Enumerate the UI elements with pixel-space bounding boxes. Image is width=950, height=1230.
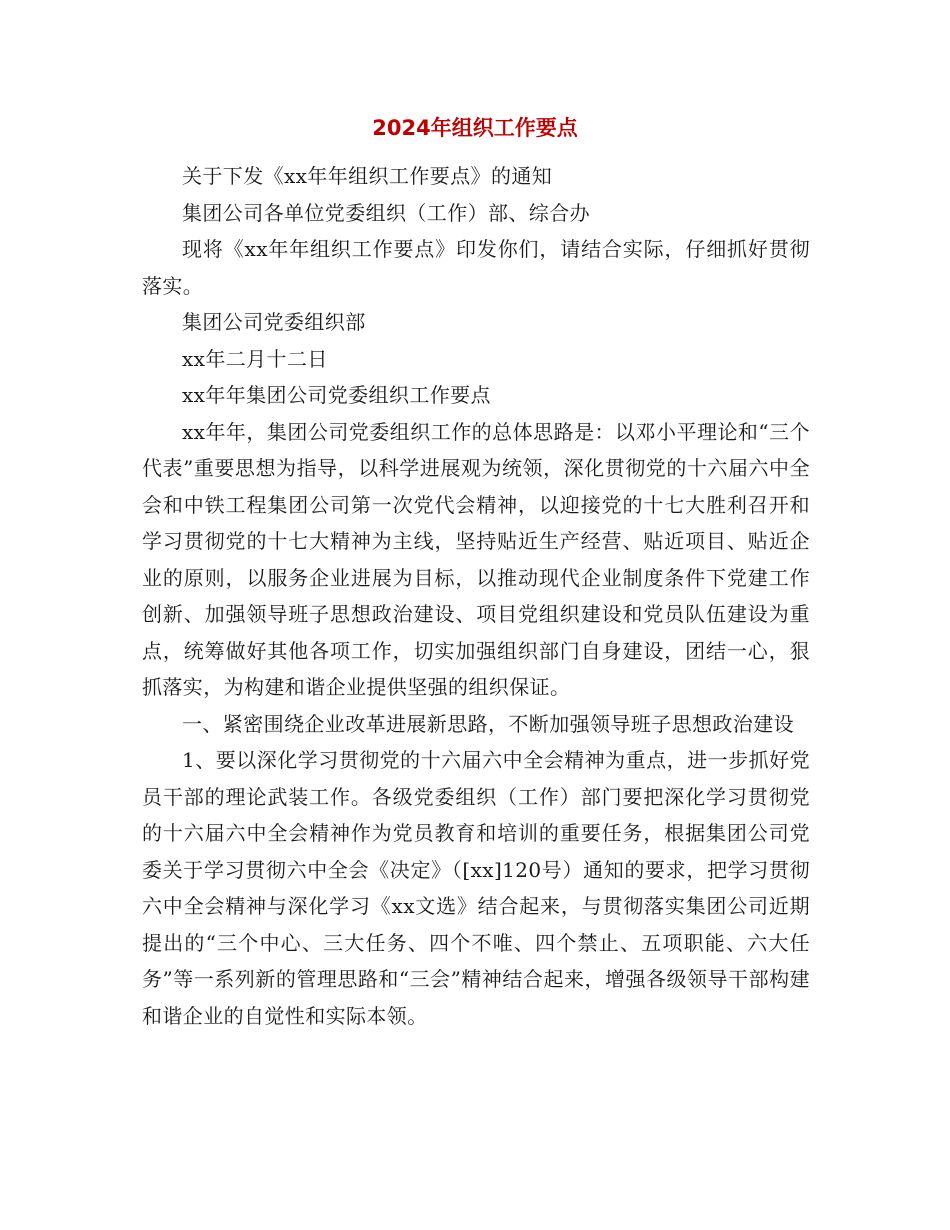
issuer-line: 集团公司党委组织部 <box>182 310 366 334</box>
document-title: 2024年组织工作要点 <box>372 116 578 140</box>
notice-body: 现将《xx年年组织工作要点》印发你们，请结合实际，仔细抓好贯彻落实。 <box>142 237 810 298</box>
section-heading: xx年年集团公司党委组织工作要点 <box>182 383 491 407</box>
document-body <box>142 158 810 1034</box>
recipient-line: 集团公司各单位党委组织（工作）部、综合办 <box>182 200 590 225</box>
notice-heading: 关于下发《xx年年组织工作要点》的通知 <box>182 164 553 188</box>
overview-paragraph: xx年年，集团公司党委组织工作的总体思路是：以邓小平理论和“三个代表”重要思想为指导，以科学进展观为统领，深化贯彻党的十六届六中全会和中铁工程集团公司第一次党代会精神，以迎接党的十七大胜利召开和学习贯彻党的十七大精神为主线，坚持贴近生产经营、贴近项目、贴近企业的原则，以服务企业进展为目标，以推动现代企业制度条件下党建工作创新、加强领导班子思想政治建设、项目党组织建设和党员队伍建设为重点，统筹做好其他各项工作，切实加强组织部门自身建设，团结一心，狠抓落实，为构建和谐企业提供坚强的组织保证。 <box>142 419 810 699</box>
item-one-paragraph: 1、要以深化学习贯彻党的十六届六中全会精神为重点，进一步抓好党员干部的理论武装工作。各级党委组织（工作）部门要把深化学习贯彻党的十六届六中全会精神作为党员教育和培训的重要任务，根据集团公司党委关于学习贯彻六中全会《决定》（[xx]120号）通知的要求，把学习贯彻六中全会精神与深化学习《xx文选》结合起来，与贯彻落实集团公司近期提出的“三个中心、三大任务、四个不唯、四个禁止、五项职能、六大任务”等一系列新的管理思路和“三会”精神结合起来，增强各级领导干部构建和谐企业的自觉性和实际本领。 <box>142 748 810 1028</box>
part-one-heading: 一、紧密围绕企业改革进展新思路，不断加强领导班子思想政治建设 <box>182 711 794 736</box>
date-line: xx年二月十二日 <box>182 346 328 371</box>
